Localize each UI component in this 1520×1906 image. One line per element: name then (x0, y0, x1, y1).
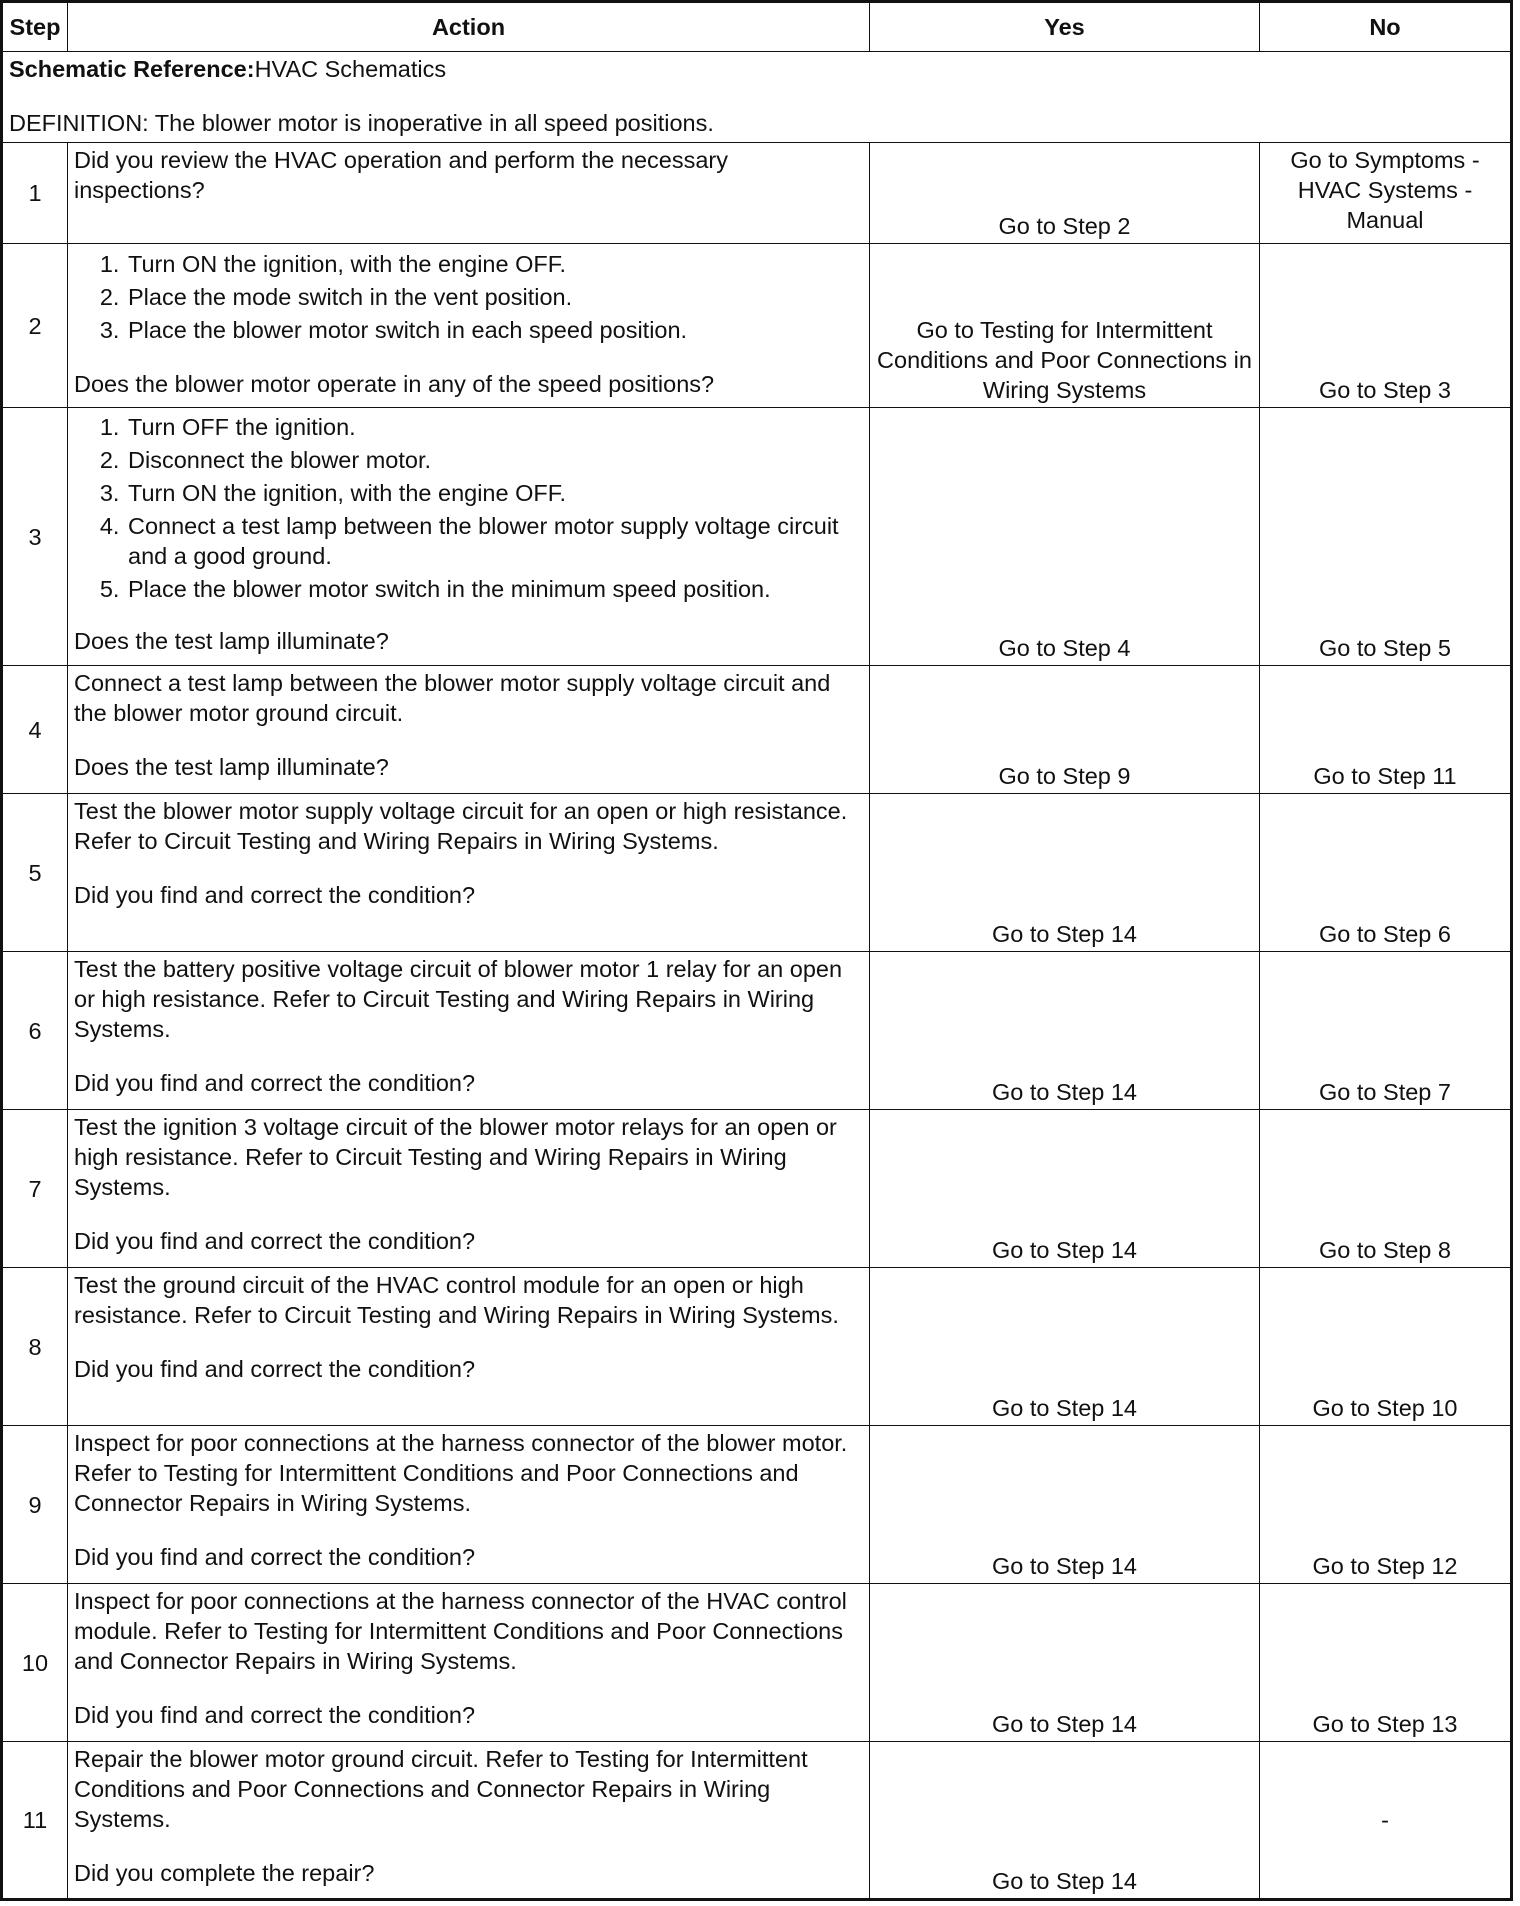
action-question: Did you find and correct the condition? (74, 882, 476, 908)
yes-cell[interactable]: Go to Step 4 (870, 408, 1260, 666)
no-cell[interactable]: Go to Symptoms - HVAC Systems - Manual (1260, 143, 1512, 244)
table-row (2, 1426, 1512, 1584)
step-number: 2 (2, 244, 68, 408)
yes-cell[interactable]: Go to Step 14 (870, 1426, 1260, 1584)
intro-cell (2, 52, 1512, 143)
table-row (2, 952, 1512, 1110)
no-cell[interactable]: Go to Step 13 (1260, 1584, 1512, 1742)
no-cell: - (1260, 1742, 1512, 1900)
list-item: 2. Disconnect the blower motor. (126, 445, 863, 475)
table-row (2, 794, 1512, 952)
action-question: Did you find and correct the condition? (74, 1544, 476, 1570)
step-number: 9 (2, 1426, 68, 1584)
no-cell[interactable]: Go to Step 10 (1260, 1268, 1512, 1426)
action-list (74, 248, 863, 347)
table-row (2, 1742, 1512, 1900)
action-cell (68, 1742, 870, 1900)
yes-cell[interactable]: Go to Step 14 (870, 1110, 1260, 1268)
action-cell (68, 408, 870, 666)
yes-cell[interactable]: Go to Step 14 (870, 1584, 1260, 1742)
table-row (2, 666, 1512, 794)
action-question: Did you find and correct the condition? (74, 1070, 476, 1096)
no-cell[interactable]: Go to Step 7 (1260, 952, 1512, 1110)
step-number: 1 (2, 143, 68, 244)
step-number: 7 (2, 1110, 68, 1268)
intro-row (2, 52, 1512, 143)
yes-cell[interactable]: Go to Step 14 (870, 952, 1260, 1110)
header-step: Step (2, 2, 68, 52)
table-row (2, 408, 1512, 666)
action-cell (68, 952, 870, 1110)
list-item: 4. Connect a test lamp between the blower motor supply voltage circuit and a good ground. (126, 511, 863, 571)
header-yes: Yes (870, 2, 1260, 52)
action-cell (68, 1268, 870, 1426)
table-row (2, 143, 1512, 244)
step-number: 5 (2, 794, 68, 952)
action-text: Connect a test lamp between the blower motor supply voltage circuit and the blower motor ground circuit. (74, 670, 831, 726)
step-number: 6 (2, 952, 68, 1110)
action-text: Test the battery positive voltage circuit of blower motor 1 relay for an open or high resistance. Refer to Circuit Testing and Wiring Repairs in Wiring Systems. (74, 956, 843, 1042)
yes-cell[interactable]: Go to Testing for Intermittent Conditions and Poor Connections in Wiring Systems (870, 244, 1260, 408)
list-item: 2. Place the mode switch in the vent position. (126, 281, 863, 314)
table-row (2, 1268, 1512, 1426)
yes-cell[interactable]: Go to Step 2 (870, 143, 1260, 244)
no-cell[interactable]: Go to Step 3 (1260, 244, 1512, 408)
yes-cell[interactable]: Go to Step 14 (870, 1268, 1260, 1426)
action-text: Inspect for poor connections at the harness connector of the blower motor. Refer to Testing for Intermittent Conditions and Poor Connections and Connector Repairs in Wiring Systems. (74, 1430, 848, 1516)
table-row (2, 1584, 1512, 1742)
yes-cell[interactable]: Go to Step 14 (870, 794, 1260, 952)
yes-cell[interactable]: Go to Step 14 (870, 1742, 1260, 1900)
header-no: No (1260, 2, 1512, 52)
schematic-link[interactable]: HVAC Schematics (254, 56, 447, 82)
step-number: 8 (2, 1268, 68, 1426)
action-cell (68, 1584, 870, 1742)
list-item: 3. Turn ON the ignition, with the engine OFF. (126, 478, 863, 508)
list-item: 3. Place the blower motor switch in each speed position. (126, 314, 863, 347)
action-text: Test the ignition 3 voltage circuit of the blower motor relays for an open or high resistance. Refer to Circuit Testing and Wiring Repairs in Wiring Systems. (74, 1114, 837, 1200)
header-row (2, 2, 1512, 52)
action-cell (68, 143, 870, 244)
table-row (2, 244, 1512, 408)
list-item: 1. Turn ON the ignition, with the engine OFF. (126, 248, 863, 281)
step-number: 10 (2, 1584, 68, 1742)
schematic-label: Schematic Reference: (9, 56, 255, 82)
header-action: Action (68, 2, 870, 52)
action-question: Does the test lamp illuminate? (74, 628, 389, 654)
list-item: 1. Turn OFF the ignition. (126, 412, 863, 442)
no-cell[interactable]: Go to Step 8 (1260, 1110, 1512, 1268)
step-number: 11 (2, 1742, 68, 1900)
action-cell (68, 1110, 870, 1268)
action-text: Repair the blower motor ground circuit. Refer to Testing for Intermittent Conditions and Poor Connections and Connector Repairs in Wiring Systems. (74, 1746, 808, 1832)
no-cell[interactable]: Go to Step 5 (1260, 408, 1512, 666)
action-question: Did you find and correct the condition? (74, 1702, 476, 1728)
action-text: Test the blower motor supply voltage circuit for an open or high resistance. Refer to Circuit Testing and Wiring Repairs in Wiring Systems. (74, 798, 848, 854)
action-cell (68, 244, 870, 408)
action-list (74, 412, 863, 604)
no-cell[interactable]: Go to Step 6 (1260, 794, 1512, 952)
step-number: 4 (2, 666, 68, 794)
no-cell[interactable]: Go to Step 12 (1260, 1426, 1512, 1584)
action-cell (68, 794, 870, 952)
action-question: Does the test lamp illuminate? (74, 754, 389, 780)
action-question: Does the blower motor operate in any of the speed positions? (74, 371, 715, 397)
action-cell (68, 666, 870, 794)
step-number: 3 (2, 408, 68, 666)
definition: DEFINITION: The blower motor is inoperative in all speed positions. (9, 110, 714, 136)
action-question: Did you find and correct the condition? (74, 1356, 476, 1382)
table-row (2, 1110, 1512, 1268)
action-question: Did you complete the repair? (74, 1860, 375, 1886)
schematic-reference (9, 54, 1504, 84)
action-text: Did you review the HVAC operation and perform the necessary inspections? (74, 147, 728, 203)
yes-cell[interactable]: Go to Step 9 (870, 666, 1260, 794)
list-item: 5. Place the blower motor switch in the minimum speed position. (126, 574, 863, 604)
action-cell (68, 1426, 870, 1584)
no-cell[interactable]: Go to Step 11 (1260, 666, 1512, 794)
action-text: Inspect for poor connections at the harness connector of the HVAC control module. Refer to Testing for Intermittent Conditions and Poor Connections and Connector Repairs in Wiring Systems. (74, 1588, 847, 1674)
action-question: Did you find and correct the condition? (74, 1228, 476, 1254)
action-text: Test the ground circuit of the HVAC control module for an open or high resistance. Refer to Circuit Testing and Wiring Repairs in Wiring Systems. (74, 1272, 839, 1328)
